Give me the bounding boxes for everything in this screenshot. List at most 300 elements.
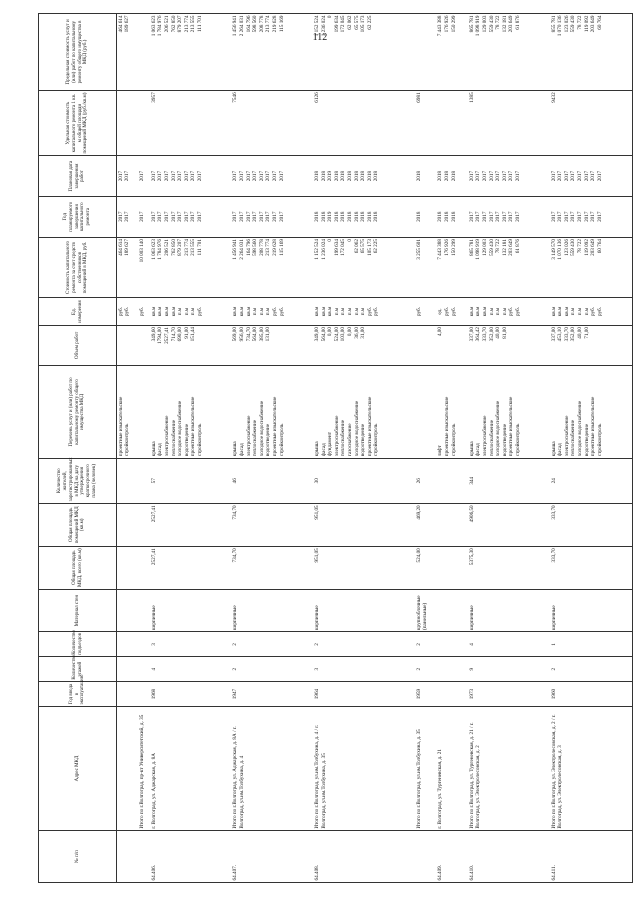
cell-units — [117, 298, 139, 325]
cell-address: Итого по г.Волгоград, ул. Тургеневская, д. 21 / г. Волгоград, ул. Электролесовская, д. 2 — [468, 706, 550, 830]
cell-line: водоотведение — [360, 423, 367, 457]
cell-line: фасад — [157, 443, 164, 457]
cell-line: 2017 — [117, 211, 124, 222]
cell-line: 2017 — [232, 170, 239, 182]
cell-area-total: 333,70 — [550, 546, 632, 589]
cell-line: 2017 — [501, 211, 508, 222]
cell-line: 690,00 — [177, 327, 184, 342]
cell-units — [550, 298, 632, 325]
cell-years — [437, 196, 469, 237]
cell-line: фундамент — [327, 432, 334, 457]
cell-line: 206 521 — [164, 239, 171, 256]
cell-line: 0 — [327, 239, 334, 242]
cell-line: кв.м — [563, 306, 570, 317]
cell-year: 1959 — [415, 682, 437, 707]
cell-line: 2017 — [239, 211, 246, 222]
cell-line: 213 555 — [190, 239, 197, 256]
cell-floors: 2 — [415, 657, 437, 682]
cell-residents: 24 — [550, 458, 632, 503]
cell-line: 40,00 — [495, 327, 502, 339]
cell-line: кв.м — [170, 306, 177, 317]
cell-line: 2017 — [576, 170, 583, 182]
cell-line: 714,70 — [170, 327, 177, 342]
cell-line: 176 926 — [443, 15, 450, 33]
cell-line: 2017 — [190, 170, 197, 182]
cell-floors: 4 — [150, 657, 232, 682]
cell-line: 119 092 — [583, 239, 590, 256]
cell-limit-costs — [314, 14, 416, 91]
cell-line: 762 850 — [170, 239, 177, 256]
cell-entrances — [139, 632, 151, 657]
cell-no — [117, 831, 139, 883]
cell-line: 203 649 — [590, 239, 597, 256]
cell-area-premises — [437, 503, 469, 546]
cell-limit-costs — [150, 14, 232, 91]
cell-line: 62 062 — [347, 15, 354, 30]
cell-years — [232, 196, 314, 237]
cell-line: 2019 — [327, 211, 334, 222]
cell-area-premises: 734,70 — [232, 503, 314, 546]
cell-line: 40,00 — [576, 327, 583, 339]
cell-line: электроснабжение — [333, 415, 340, 457]
column-header: Количество этажей — [39, 657, 117, 682]
cell-line: 2018 — [437, 211, 444, 222]
cell-line: 564,00 — [252, 327, 259, 342]
cell-line: 2018 — [415, 170, 422, 182]
table-row — [117, 14, 139, 883]
cell-entrances: 3 — [150, 632, 232, 657]
cell-line: руб. — [278, 307, 285, 317]
cell-units — [150, 298, 232, 325]
cell-line: 364,42 — [475, 327, 482, 342]
cell-years — [117, 196, 139, 237]
cell-works — [150, 366, 232, 459]
cell-line: кв.м — [150, 306, 157, 317]
cell-area-premises — [139, 503, 151, 546]
capital-repair-plan-table — [38, 13, 633, 883]
cell-line: стройконтроль — [596, 423, 603, 457]
cell-line: 172 045 — [340, 239, 347, 256]
cell-line: крыша — [468, 441, 475, 457]
cell-line: п.м — [495, 307, 502, 316]
cell-line: 206 521 — [164, 15, 171, 33]
cell-line: 61 876 — [515, 15, 522, 30]
cell-line: холодное водоснабжение — [177, 400, 184, 457]
cell-material: кирпичные — [232, 589, 314, 632]
column-header: Плановая дата завершения работ — [39, 156, 117, 197]
cell-area-total: 524,00 — [415, 546, 437, 589]
cell-line: 598 560 — [252, 15, 259, 33]
cell-works — [139, 366, 151, 459]
column-header: Перечень услуг и (или) работ по капитальному ремонту общего имущества МКД — [39, 366, 117, 459]
cell-residents: 57 — [150, 458, 232, 503]
cell-line: 115 169 — [278, 15, 285, 33]
cell-line: 337,00 — [468, 327, 475, 342]
cell-line: 569,00 — [232, 327, 239, 342]
cell-residents: 46 — [232, 458, 314, 503]
cell-line: 559 430 — [570, 239, 577, 256]
cell-line: 2018 — [320, 170, 327, 182]
cell-dates — [139, 156, 151, 197]
cell-line — [451, 327, 458, 364]
cell-line: руб. — [196, 307, 203, 317]
cell-line: 734,70 — [245, 327, 252, 342]
cell-line: 2017 — [164, 211, 171, 222]
cell-line: 2017 — [550, 170, 557, 182]
cell-line: 0 — [327, 15, 334, 19]
cell-line: п.м — [252, 307, 259, 316]
cell-line: 78 722 — [576, 15, 583, 30]
cell-line: крыша — [150, 441, 157, 457]
cell-line: 78 722 — [495, 239, 502, 254]
cell-area-premises: 4906,50 — [468, 503, 550, 546]
cell-line: 0,00 — [347, 327, 354, 337]
cell-line: фасад — [557, 443, 564, 457]
cell-works — [232, 366, 314, 459]
cell-line: 2 264 031 — [239, 239, 246, 260]
cell-volumes — [437, 325, 469, 366]
cell-entrances: 2 — [314, 632, 416, 657]
cell-line: 164 796 — [245, 239, 252, 256]
column-header: Объем работ — [39, 325, 117, 366]
cell-line: 2018 — [333, 211, 340, 222]
cell-no: 64.410. — [468, 831, 550, 883]
table-row — [468, 14, 550, 883]
cell-line: 81,00 — [501, 327, 508, 339]
cell-line: электроснабжение — [563, 415, 570, 457]
cell-volumes — [468, 325, 550, 366]
cell-line: руб. — [596, 307, 603, 317]
cell-line: руб. — [373, 307, 380, 317]
cell-line: 349,60 — [150, 327, 157, 342]
cell-line: крыша — [314, 441, 321, 457]
cell-line: кв.м — [550, 306, 557, 317]
cell-line — [124, 327, 131, 364]
cell-unit-cost: 3957 — [150, 90, 232, 155]
cell-floors: 2 — [232, 657, 314, 682]
cell-works — [550, 366, 632, 459]
cell-unit-cost: 6981 — [415, 90, 437, 155]
cell-line: 2017 — [468, 170, 475, 182]
cell-costs — [314, 237, 416, 298]
cell-line: 2017 — [258, 170, 265, 182]
cell-line — [597, 327, 604, 364]
cell-line: 1 098 919 — [475, 239, 482, 260]
cell-line: п.м — [353, 307, 360, 316]
page-number: 112 — [312, 32, 328, 43]
cell-no: 64.406. — [150, 831, 232, 883]
cell-line: водоотведение — [265, 423, 272, 457]
cell-year — [437, 682, 469, 707]
cell-limit-costs — [415, 14, 437, 91]
cell-line: 132 181 — [501, 15, 508, 33]
cell-works — [415, 366, 437, 459]
cell-line: 203 649 — [508, 239, 515, 256]
cell-dates — [415, 156, 437, 197]
cell-line: 352,00 — [488, 327, 495, 342]
cell-line: кв.м — [468, 306, 475, 317]
cell-line: руб. — [272, 307, 279, 317]
cell-area-total — [139, 546, 151, 589]
cell-line: 172 045 — [340, 15, 347, 33]
cell-line: теплоснабжение — [170, 419, 177, 457]
cell-unit-cost: 9432 — [550, 90, 632, 155]
cell-line: 855 781 — [550, 15, 557, 33]
cell-line: 4,00 — [437, 327, 444, 337]
cell-line: п.м — [258, 307, 265, 316]
cell-line: п.м — [347, 307, 354, 316]
cell-line: 164 796 — [245, 15, 252, 33]
cell-line: 2018 — [373, 170, 380, 182]
cell-line: 1 152 524 — [314, 239, 321, 260]
cell-line: 132 181 — [501, 239, 508, 256]
table-row — [415, 14, 437, 883]
cell-material: кирпичные — [150, 589, 232, 632]
cell-line: 2018 — [366, 211, 373, 222]
cell-line: 129 003 — [482, 239, 489, 256]
cell-address: Итого по г.Волгоград, ул.им.Толбухина, д. 35 — [415, 706, 437, 830]
cell-line: 333,70 — [482, 327, 489, 342]
cell-line: п.м — [265, 307, 272, 316]
cell-line: 2017 — [139, 170, 146, 182]
cell-units — [468, 298, 550, 325]
cell-line: стройконтроль — [124, 423, 131, 457]
cell-line: 2017 — [245, 211, 252, 222]
cell-line: 213 774 — [183, 15, 190, 33]
cell-address: Итого по г.Волгоград, ул. Аджарская, д. 8А / г. Волгоград, ул.им.Толбухина, д. 4 — [232, 706, 314, 830]
cell-line — [508, 327, 515, 364]
cell-costs — [468, 237, 550, 298]
cell-line: 62 062 — [353, 239, 360, 254]
cell-line: п.м — [501, 307, 508, 316]
cell-works — [468, 366, 550, 459]
cell-line: 337,00 — [550, 327, 557, 342]
cell-address: Итого по г.Волгоград, ул.им.Толбухина, д. 4 / г. Волгоград, ул.им.Толбухина, д. 35 — [314, 706, 416, 830]
cell-address: г. Волгоград, ул. Аджарская, д. 8А — [150, 706, 232, 830]
cell-line: лифт — [437, 445, 444, 457]
cell-floors: 2 — [550, 657, 632, 682]
cell-line — [272, 327, 279, 364]
cell-year — [139, 682, 151, 707]
cell-line: 213 774 — [265, 15, 272, 33]
cell-dates — [437, 156, 469, 197]
cell-line: 1 070 136 — [557, 15, 564, 37]
cell-line: 2018 — [443, 211, 450, 222]
cell-line: 2017 — [563, 170, 570, 182]
cell-line: 2017 — [278, 170, 285, 182]
cell-costs — [150, 237, 232, 298]
cell-line: 123 026 — [563, 239, 570, 256]
cell-line: проектные изыскательские — [272, 396, 279, 457]
cell-line: электроснабжение — [482, 415, 489, 457]
cell-line: проектные изыскательские — [117, 396, 124, 457]
cell-works — [314, 366, 416, 459]
cell-line: руб. — [117, 307, 124, 317]
cell-unit-cost: 1385 — [468, 90, 550, 155]
cell-line: 2017 — [245, 170, 252, 182]
cell-line: 2017 — [177, 170, 184, 182]
cell-line: 213 555 — [190, 15, 197, 33]
cell-units — [314, 298, 416, 325]
cell-line: стройконтроль — [373, 423, 380, 457]
cell-line: 2017 — [563, 211, 570, 222]
cell-year: 1960 — [550, 682, 632, 707]
cell-line: 2017 — [475, 211, 482, 222]
cell-line: руб. — [366, 307, 373, 317]
cell-line: кв.м — [239, 306, 246, 317]
cell-line: 2017 — [196, 211, 203, 222]
cell-line: проектные изыскательские — [443, 396, 450, 457]
cell-dates — [550, 156, 632, 197]
cell-line: 2017 — [570, 211, 577, 222]
cell-line: 2017 — [117, 170, 124, 182]
cell-line: 1 784 976 — [157, 239, 164, 260]
cell-line: 2017 — [488, 170, 495, 182]
cell-line: 2017 — [124, 211, 131, 222]
cell-line: 2017 — [150, 211, 157, 222]
cell-years — [314, 196, 416, 237]
cell-line: 1 098 919 — [475, 15, 482, 37]
cell-line: кв.м — [327, 306, 334, 317]
column-header: Количество жителей, зарегистрированных в МКД на дату утверждения краткосрочного плана (человек) — [39, 458, 117, 503]
cell-line: 1 456 941 — [232, 15, 239, 37]
cell-line — [444, 327, 451, 364]
cell-line: 2017 — [576, 211, 583, 222]
cell-line: 2017 — [583, 211, 590, 222]
cell-line: 65 575 — [360, 239, 367, 254]
cell-line: 2018 — [360, 211, 367, 222]
cell-line: стройконтроль — [278, 423, 285, 457]
cell-line: кв.м — [320, 306, 327, 317]
column-header: Предельная стоимость услуг и (или) работ по капитальному ремонту общего имущества в МКД (руб.) — [39, 14, 117, 91]
cell-area-total — [437, 546, 469, 589]
cell-line: п.м — [360, 307, 367, 316]
cell-line: 208 778 — [258, 15, 265, 33]
cell-line: 2527,41 — [164, 327, 171, 344]
cell-material — [117, 589, 139, 632]
cell-line: 129 003 — [482, 15, 489, 33]
cell-dates — [150, 156, 232, 197]
cell-line: 2017 — [508, 170, 515, 182]
cell-line: 2018 — [437, 170, 444, 182]
cell-line: 464 614 — [117, 15, 124, 33]
cell-dates — [117, 156, 139, 197]
cell-line: стройконтроль — [515, 423, 522, 457]
cell-line: теплоснабжение — [488, 419, 495, 457]
cell-line: 2018 — [360, 170, 367, 182]
cell-units — [232, 298, 314, 325]
cell-line: 2017 — [157, 211, 164, 222]
cell-line: 559 430 — [488, 15, 495, 33]
cell-costs — [139, 237, 151, 298]
cell-no: 64.411. — [550, 831, 632, 883]
cell-line: 105 173 — [366, 239, 373, 256]
cell-line: 189 627 — [124, 15, 131, 33]
cell-line: 2017 — [278, 211, 285, 222]
cell-line: 150 299 — [450, 239, 457, 256]
cell-entrances: 2 — [415, 632, 437, 657]
column-header: Стоимость капитального ремонта за счет средств собственников помещений в МКД, руб. — [39, 237, 117, 298]
cell-line: 219 628 — [272, 239, 279, 256]
cell-line: проектные изыскательские — [590, 396, 597, 457]
cell-address: Итого по г.Волгоград, ул. Электролесовская, д. 2 / г. Волгоград, ул. Электролесовская, д. 3 — [550, 706, 632, 830]
cell-year: 1947 — [232, 682, 314, 707]
cell-line: 2017 — [124, 170, 131, 182]
cell-material: кирпичные — [468, 589, 550, 632]
cell-costs — [232, 237, 314, 298]
cell-line: 60 764 — [596, 239, 603, 254]
cell-line: холодное водоснабжение — [353, 400, 360, 457]
cell-line — [367, 327, 374, 364]
column-header: Общая площадь МКД, всего (кв.м) — [39, 546, 117, 589]
cell-line: холодное водоснабжение — [576, 400, 583, 457]
cell-line: 60 764 — [596, 15, 603, 30]
cell-material — [437, 589, 469, 632]
cell-line: руб. — [415, 307, 422, 317]
cell-address — [117, 706, 139, 830]
cell-line: 65 575 — [353, 15, 360, 30]
cell-entrances — [117, 632, 139, 657]
cell-line: кв.м — [157, 306, 164, 317]
cell-area-total: 2527,41 — [150, 546, 232, 589]
cell-line: 564,00 — [320, 327, 327, 342]
cell-line: 453,10 — [557, 327, 564, 342]
cell-material: кирпичные — [550, 589, 632, 632]
cell-line: 2017 — [258, 211, 265, 222]
cell-area-premises: 951,05 — [314, 503, 416, 546]
cell-line: 2017 — [190, 211, 197, 222]
cell-line: 105 173 — [360, 15, 367, 33]
cell-line: 2017 — [596, 170, 603, 182]
cell-line: 119 092 — [583, 15, 590, 33]
cell-line: 464 614 — [117, 239, 124, 256]
cell-line: 879 207 — [177, 15, 184, 33]
cell-line: 10 003 140 — [139, 239, 146, 263]
cell-line: 189 627 — [124, 239, 131, 256]
cell-line: 2018 — [340, 170, 347, 182]
cell-dates — [232, 156, 314, 197]
cell-line: 2017 — [583, 170, 590, 182]
cell-line: 1 784 976 — [157, 15, 164, 37]
cell-area-total — [117, 546, 139, 589]
cell-line: 2017 — [557, 170, 564, 182]
cell-line: проектные изыскательские — [508, 396, 515, 457]
cell-line: 1 063 623 — [150, 239, 157, 260]
cell-year: 1968 — [150, 682, 232, 707]
cell-entrances: 2 — [232, 632, 314, 657]
cell-line: 111 701 — [196, 239, 203, 256]
cell-line: п.м — [576, 307, 583, 316]
cell-line: 2018 — [333, 170, 340, 182]
cell-line: 71,00 — [583, 327, 590, 339]
cell-line: стройконтроль — [450, 423, 457, 457]
cell-line: 2017 — [157, 170, 164, 182]
cell-unit-cost — [437, 90, 469, 155]
cell-line: п.м — [488, 307, 495, 316]
cell-line: руб. — [443, 307, 450, 317]
cell-line: кв.м — [245, 306, 252, 317]
cell-line: 559 430 — [488, 239, 495, 256]
cell-unit-cost — [117, 90, 139, 155]
cell-area-premises: 333,70 — [550, 503, 632, 546]
column-header: Адрес МКД — [39, 706, 117, 830]
cell-line: 2017 — [252, 170, 259, 182]
cell-line: 3 255 601 — [415, 239, 422, 260]
cell-residents: 30 — [314, 458, 416, 503]
cell-line — [118, 327, 125, 364]
cell-line: 2018 — [443, 170, 450, 182]
cell-line: 1794,00 — [157, 327, 164, 344]
